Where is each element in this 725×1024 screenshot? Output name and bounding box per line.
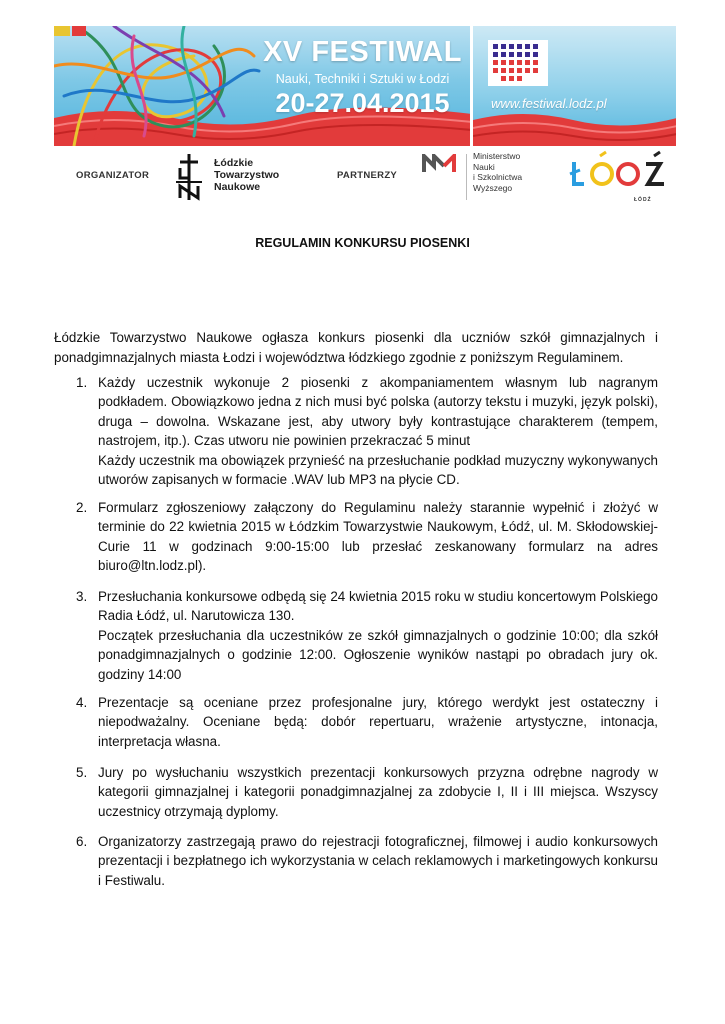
sponsors-bar [54,146,676,208]
rule-item-5 [54,763,658,821]
rule-item-3 [54,587,658,684]
rule-item-2 [54,498,658,576]
rule-text: Prezentacje są oceniane przez profesjonalne jury, którego werdykt jest ostateczny i niepodważalny. Oceniane będą: dobór repertuaru, wrażenie artystyczne, intonacja, interpretacja własna. [98,695,658,749]
partners-label: PARTNERZY [337,170,398,181]
festival-subtitle: Nauki, Techniki i Sztuki w Łodzi [275,72,450,86]
rule-number: 4. [76,695,88,710]
rule-number: 1. [76,375,88,390]
rule-text: Organizatorzy zastrzegają prawo do rejestracji fotograficznej, filmowej i audio konkursowych prezentacji i bezpłatnego ich wykorzystania w celach reklamowych i marketingowych konkursu i Festiwalu. [98,834,658,888]
ministry-name: Ministerstwo Nauki i Szkolnictwa Wyższego [473,151,523,193]
organizer-label: ORGANIZATOR [76,170,150,181]
festival-logo-grid [473,26,676,146]
lodz-city-caption: ŁÓDŹ [634,197,652,203]
rule-item-1 [54,373,658,489]
rule-number: 5. [76,765,88,780]
rule-number: 2. [76,500,88,515]
festival-dates: 20-27.04.2015 [275,88,450,118]
banner-side-panel [470,26,676,146]
ministry-logo-icon [422,154,462,174]
festival-banner [54,26,676,146]
rule-text: Formularz zgłoszeniowy załączony do Regulaminu należy starannie wypełnić i złożyć w terminie do 22 kwietnia 2015 w Łódzkim Towarzystwie Naukowym, Łódź, ul. M. Skłodowskiej-Curie 11 w godzinach 9:00-15:00 lub przesłać zeskanowany formularz na adres biuro@ltn.lodz.pl). [98,500,658,574]
rule-text: Przesłuchania konkursowe odbędą się 24 kwietnia 2015 roku w studiu koncertowym Polskiego Radia Łódź, ul. Narutowicza 130. [98,589,658,624]
rule-number: 3. [76,589,88,604]
rule-text: Każdy uczestnik wykonuje 2 piosenki z akompaniamentem własnym lub nagranym podkładem. Obowiązkowo jedna z nich musi być polska (autorzy tekstu i muzyki, język polski), druga – dowolna. Wskazane jest, aby utwory były kontrastujące charakterem (tempem, nastrojem, itp.). Czas utworu nie powinien przekraczać 5 minut [98,375,658,449]
rule-text: Początek przesłuchania dla uczestników ze szkół gimnazjalnych o godzinie 10:00; dla szkół ponadgimnazjalnych o godzinie 12:00. Ogłoszenie wyników nastąpi po obradach jury ok. godziny 14:00 [98,627,658,682]
festival-url: www.festiwal.lodz.pl [490,96,607,111]
festival-title: XV FESTIWAL [263,36,462,68]
banner-main-panel [54,26,470,146]
rule-item-4 [54,693,658,751]
rule-text: Każdy uczestnik ma obowiązek przynieść na przesłuchanie podkład muzyczny wykonywanych utworów zapisanych w formacie .WAV lub MP3 na płycie CD. [98,452,658,488]
lodz-city-logo-icon [568,150,672,198]
rule-number: 6. [76,834,88,849]
ltn-logo-icon [172,152,206,202]
intro-paragraph: Łódzkie Towarzystwo Naukowe ogłasza konkurs piosenki dla uczniów szkół gimnazjalnych i ponadgimnazjalnych miasta Łodzi i województwa łódzkiego zgodnie z poniższym Regulaminem. [54,330,658,365]
rule-text: Jury po wysłuchaniu wszystkich prezentacji konkursowych przyzna odrębne nagrody w kategorii gimnazjalnej i kategorii ponadgimnazjalnej za zdobycie I, II i III miejsca. Wszyscy uczestnicy otrzymają dyplomy. [98,765,658,819]
organizer-name: Łódzkie Towarzystwo Naukowe [214,157,280,193]
sponsor-divider [466,154,467,200]
rule-item-6 [54,832,658,890]
document-title: REGULAMIN KONKURSU PIOSENKI [255,236,470,250]
